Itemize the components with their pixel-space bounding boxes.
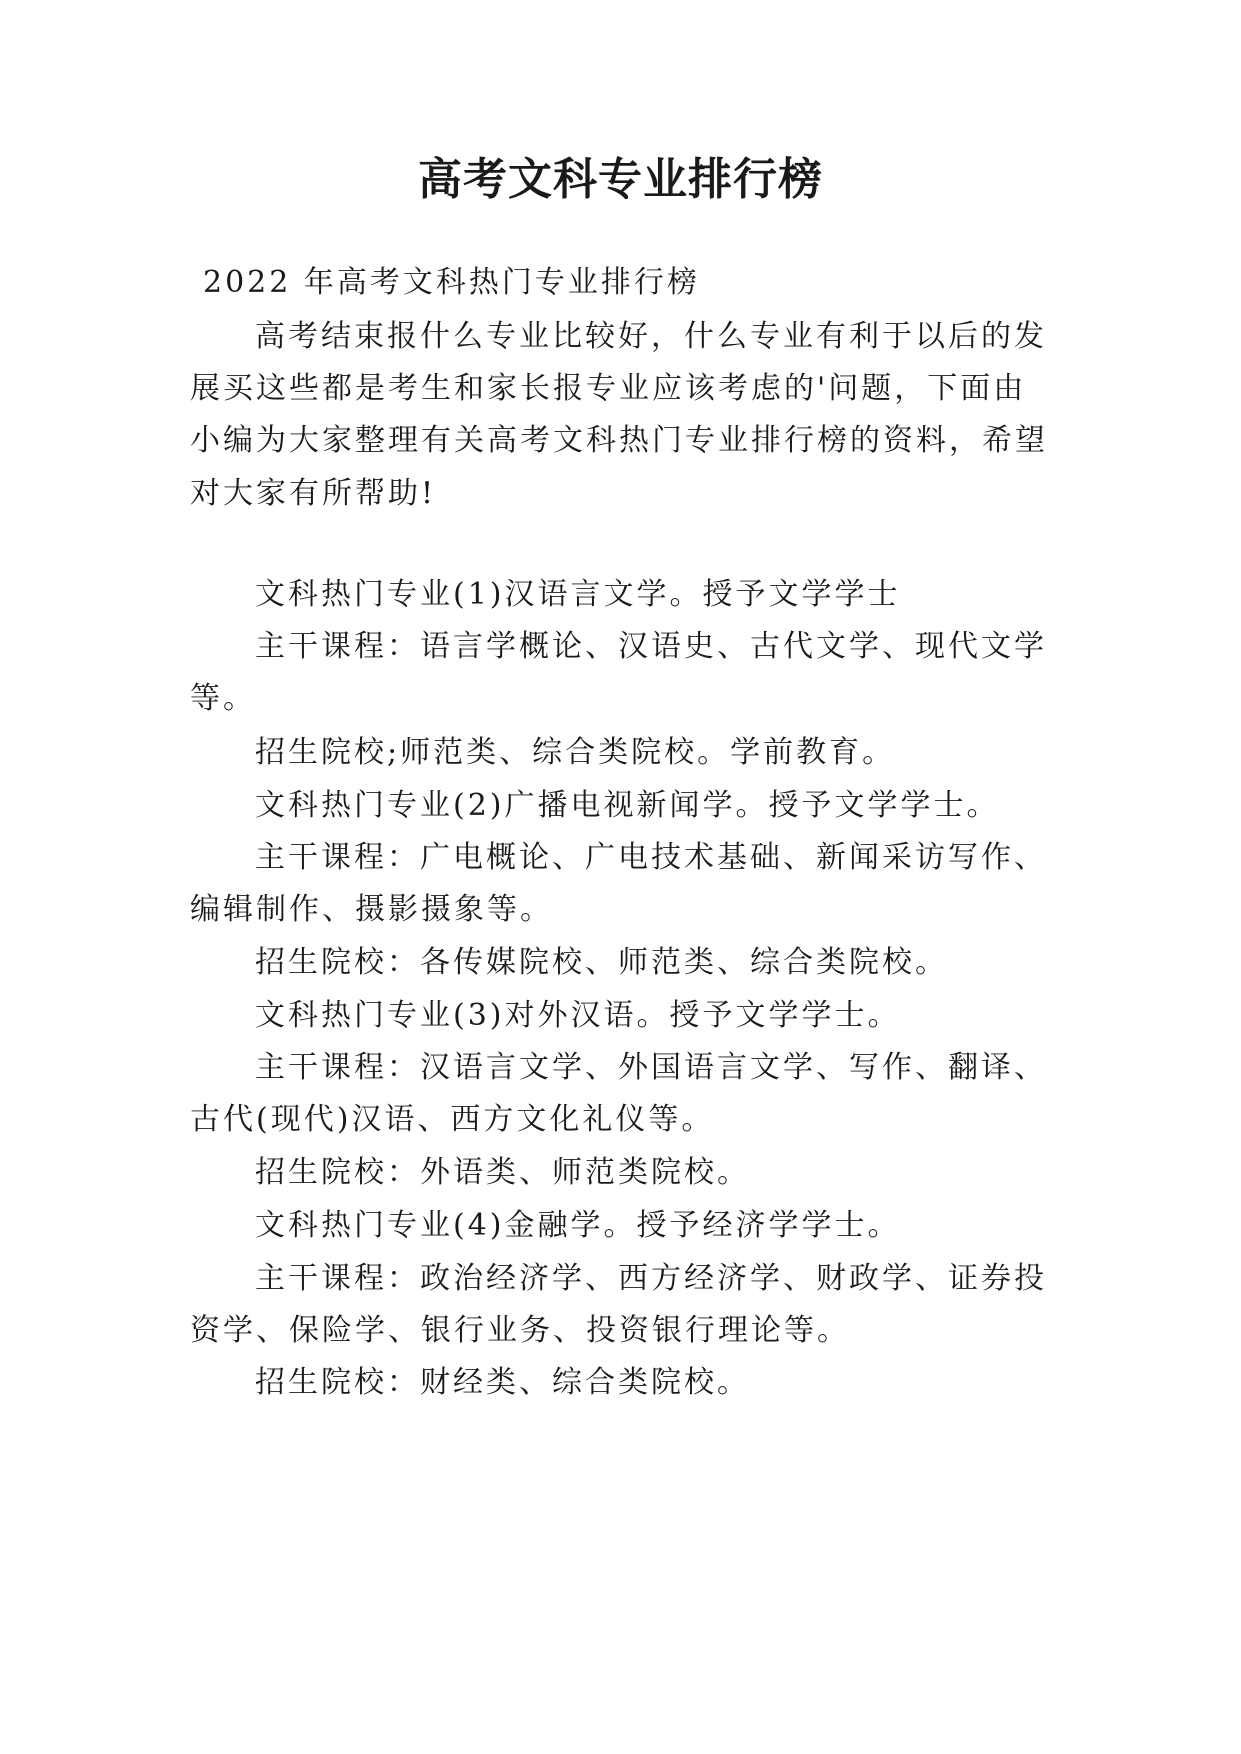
- major-courses-line: 编辑制作、摄影摄象等。: [190, 892, 553, 927]
- major-courses-line: 主干课程：广电概论、广电技术基础、新闻采访写作、: [255, 840, 1047, 875]
- major-heading: 文科热门专业(3)对外汉语。授予文学学士。: [255, 998, 901, 1033]
- subtitle: 2022 年高考文科热门专业排行榜: [203, 265, 700, 300]
- major-heading: 文科热门专业(4)金融学。授予经济学学士。: [255, 1208, 901, 1243]
- major-courses-line: 资学、保险学、银行业务、投资银行理论等。: [190, 1313, 850, 1348]
- major-heading: 文科热门专业(2)广播电视新闻学。授予文学学士。: [255, 788, 1000, 823]
- major-courses-line: 主干课程：政治经济学、西方经济学、财政学、证券投: [255, 1261, 1047, 1296]
- major-schools: 招生院校：各传媒院校、师范类、综合类院校。: [255, 945, 948, 980]
- intro-paragraph-line: 高考结束报什么专业比较好，什么专业有利于以后的发: [255, 319, 1047, 354]
- major-heading: 文科热门专业(1)汉语言文学。授予文学学士: [255, 577, 901, 612]
- major-courses-line: 古代(现代)汉语、西方文化礼仪等。: [190, 1102, 715, 1137]
- major-courses-line: 主干课程：汉语言文学、外国语言文学、写作、翻译、: [255, 1050, 1047, 1085]
- intro-paragraph-line: 小编为大家整理有关高考文科热门专业排行榜的资料，希望: [190, 423, 1048, 458]
- page-title: 高考文科专业排行榜: [418, 154, 823, 205]
- major-schools: 招生院校：财经类、综合类院校。: [255, 1365, 750, 1400]
- major-schools: 招生院校：外语类、师范类院校。: [255, 1155, 750, 1190]
- major-courses-line: 等。: [190, 681, 256, 716]
- intro-paragraph-line: 展买这些都是考生和家长报专业应该考虑的'问题，下面由: [190, 371, 1027, 406]
- major-schools: 招生院校;师范类、综合类院校。学前教育。: [255, 735, 896, 770]
- major-courses-line: 主干课程：语言学概论、汉语史、古代文学、现代文学: [255, 629, 1047, 664]
- intro-paragraph-line: 对大家有所帮助!: [190, 476, 437, 511]
